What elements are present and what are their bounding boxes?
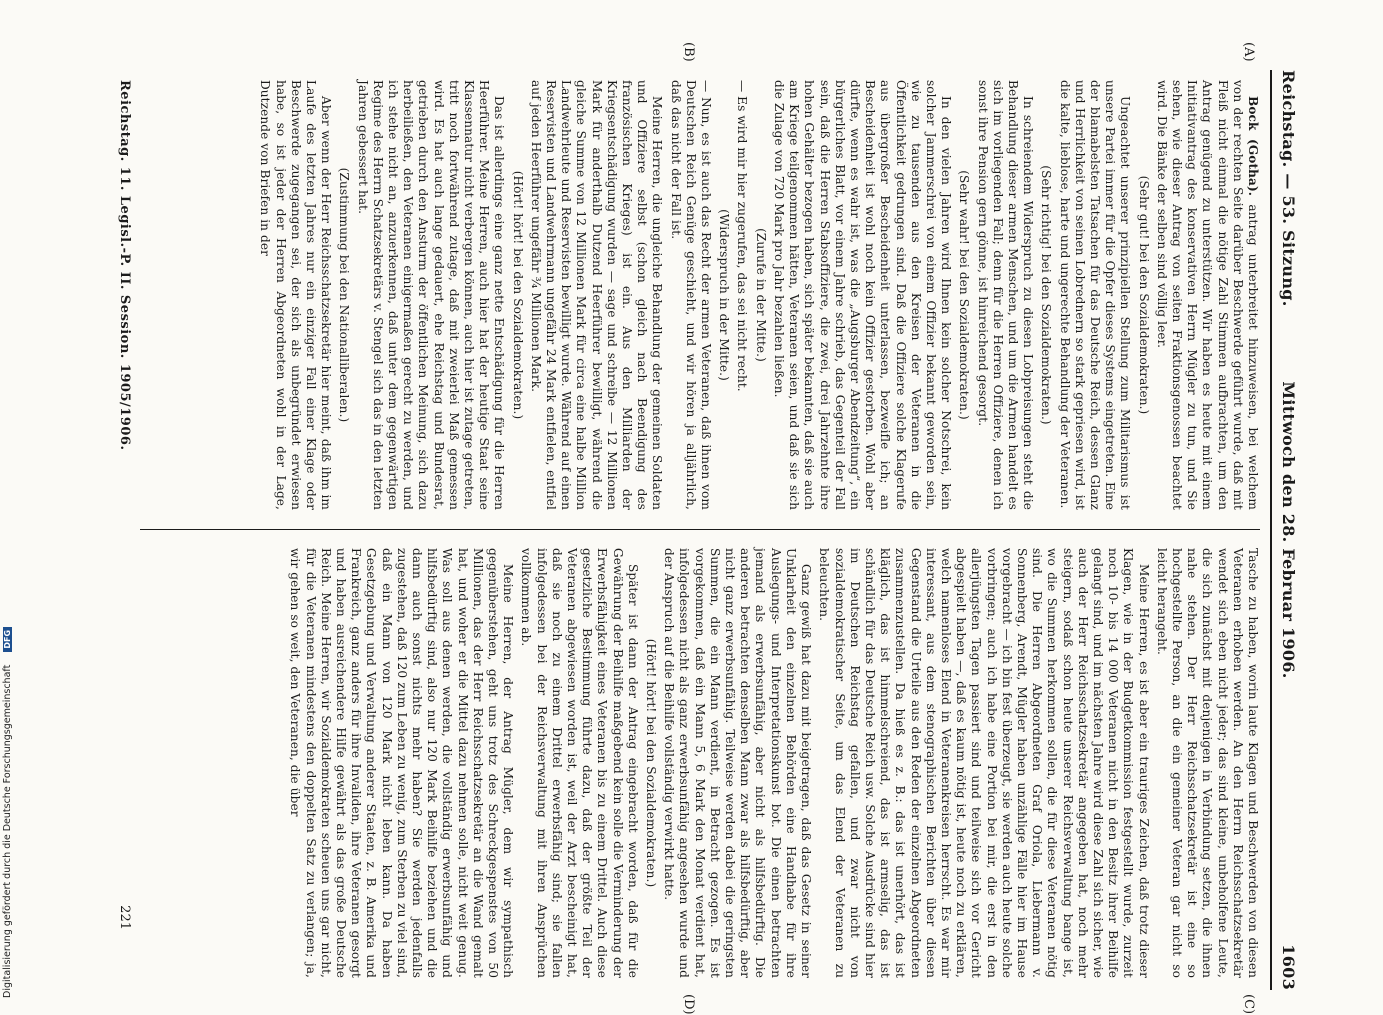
page-footer (108, 70, 132, 990)
paragraph (771, 80, 953, 510)
interjection (1135, 80, 1150, 510)
paragraph-text: Meine Herren, die ungleiche Behandlung der gemeinen Soldaten und Offiziere selbst (schon gleich nach Beendigung des französischen Krieges) ist ein. Aus den Milliarden der Kriegsentschädigung wurden — sage und schreibe — 12 Millionen Mark für anderthalb Dutzend Heerführer bewilligt, während die gleiche Summe von 12 Millionen Mark für circa eine halbe Million Landwehrleute und Reservisten bewilligt wurde. Während auf einen Reservisten und Landwehrmann ungefähr 24 Mark entfielen, entfiel auf jeden Heerführer ungefähr ¾ Millionen Mark. (528, 80, 665, 510)
dfg-logo: DFG (3, 627, 12, 652)
head-center: Mittwoch den 28. Februar 1906. (1279, 381, 1298, 679)
paragraph-text: In den vielen Jahren wird Ihnen kein solcher Notschrei, kein solcher Jammerschrei von einem Offizier bekannt geworden sein, wie zu tausenden aus den Kreisen der Veteranen in die Öffentlichkeit gedrungen sind. Daß die Offiziere solche Klagerufe aus übergroßer Bescheidenheit unterlassen, bezweifle ich; an Bescheidenheit ist wohl noch kein Offizier gestorben. Wohl aber dürfte, wenn es wahr ist, was die „Augsburger Abendzeitung“, ein bürgerliches Blatt, vor einem Jahre schrieb, das Gegenteil der Fall sein, daß die Herren Stabsoffiziere, die zwei, drei Jahrzehnte ihre hohen Gehälter bezogen haben, sich später bekannten, daß sie auch am Kriege teilgenommen hätten, Veteranen seien, und daß sie sich die Zulage von 720 Mark pro Jahr bezahlen ließen. (771, 80, 954, 510)
paragraph (287, 548, 515, 978)
interjection-text: (Sehr richtig! bei den Sozialdemokraten.) (1039, 165, 1054, 425)
paragraph-text: Meine Herren, der Antrag Mügler, dem wir sympathisch gegenüberstehen, geht uns trotz des Schreckgespenstes von 50 Millionen, das der Herr Reichsschatzsekretär an die Wand gemalt hat, und woher er die Mittel dazu nehmen solle, nicht weit genug. Was soll aus denen werden, die vollständig erwerbsunfähig und hilfsbedürftig sind, also nur 120 Mark Beihilfe beziehen und die dann auch sonst nichts mehr haben? Sie werden jedenfalls zugestehen, daß 120 zum Leben zu wenig, zum Sterben zu viel sind, daß ein Mann von 120 Mark nicht leben kann. Da haben Gesetzgebung und Verwaltung anderer Staaten, z. B. Amerika und Frankreich, ganz anders für ihre Invaliden, ihre Veteranen gesorgt und haben ausreichendere Hilfe gewährt als das große Deutsche Reich. Meine Herren, wir Sozialdemokraten scheuen uns gar nicht, für die Veteranen mindestens den doppelten Satz zu verlangen; ja, wir gehen so weit, den Veteranen, die über (288, 548, 516, 978)
interjection (753, 80, 768, 510)
left-column (140, 80, 1260, 510)
paragraph (528, 80, 665, 510)
paragraph-text: Meine Herren, es ist aber ein trauriges Zeichen, daß trotz dieser Klagen, wie in der Budgetkommission festgestellt wurde, zurzeit noch 10- bis 14 000 Veteranen nicht in den Besitz ihrer Beihilfe gelangt sind, und im nächsten Jahre wird diese Zahl sich sicher, wie auch der Herr Reichsschatzsekretär angegeben hat, noch mehr steigern, sodaß schon heute unserer Reichsverwaltung bange ist, wo die Summen herkommen sollen, die für diese Veteranen nötig sind. Die Herren Abgeordneten Graf Oriola, Liebermann v. Sonnenberg, Arendt, Mügler haben unzählige Fälle hier im Hause vorgebracht — ich bin fest überzeugt, sie werden auch heute solche vorbringen; auch ich habe eine Portion bei mir, die erst in den allerjüngsten Tagen passiert sind und teilweise sich vor Gericht abgespielt haben —, daß es kaum nötig ist, heute noch zu erklären, welch namenloses Elend in Veteranenkreisen herrscht. Es war mir interessant, aus dem stenographischen Berichten über diesen Gegenstand die Urteile aus den Reden der einzelnen Abgeordneten zusammenzustellen. Da hieß es z. B.: das ist unerhört, das ist kläglich, das ist himmelschreiend, das ist armselig, das ist schändlich für das Deutsche Reich usw. Solche Ausdrücke sind hier im Deutschen Reichstag gefallen, und zwar nicht von sozialdemokratischer Seite, um das Elend der Veteranen zu beleuchten. (817, 548, 1151, 978)
interjection (643, 548, 658, 978)
footer-sheet-number: 221 (117, 905, 132, 930)
margin-letter-d: (D) (681, 994, 696, 1015)
paragraph (974, 80, 1035, 510)
speaker-name: Bock (Gotha). (1246, 96, 1260, 197)
paragraph-text: Tasche zu haben, worin laute Klagen und Beschwerden von diesen Veteranen erhoben werden. An den Herrn Reichsschatzsekretär wendet sich eben nicht jeder; das sind kleine, unbeholfene Leute, die sich zunächst mit denjenigen in Verbindung setzen, die ihnen nahe stehen. Der Herr Reichsschatzsekretär ist eine so hochgestellte Person, an die ein gemeiner Veteran gar nicht so leicht herangeht. (1154, 548, 1260, 978)
footer-session: Reichstag. 11. Legisl.-P. II. Session. 1905/1906. (117, 80, 132, 451)
paragraph-text: — Nun, es ist auch das Recht der armen Veteranen, daß ihnen vom Deutschen Reich Genüge geschieht, und wir hören ja alljährlich, daß das nicht der Fall ist. (668, 80, 714, 510)
interjection (956, 80, 971, 510)
paragraph (518, 548, 640, 978)
head-rule (1270, 70, 1272, 990)
interjection-text: (Sehr gut! bei den Sozialdemokraten.) (1136, 175, 1151, 415)
interjection-text: (Widerspruch in der Mitte.) (717, 209, 732, 381)
paragraph-text: Ganz gewiß hat dazu mit beigetragen, daß das Gesetz in seiner Unklarheit den einzelnen Behörden eine Handhabe für ihre Auslegungs- und Interpretationskunst bot. Die einen betrachten jemand als erwerbsunfähig, aber nicht als hilfsbedürftig. Die anderen betrachten denselben Mann zwar als hilfsbedürftig, aber nicht ganz erwerbsunfähig. Teilweise werden dabei die geringsten Summen, die ein Mann verdient, in Betracht gezogen. Es ist vorgekommen, daß ein Mann 5, 6 Mark den Monat verdient hat, infolgedessen nicht als ganz erwerbsunfähig angesehen wurde und der Anspruch auf die Beihilfe vollständig verwirkt hatte. (662, 548, 814, 978)
margin-letter-c: (C) (1241, 994, 1256, 1015)
paragraph-text: Später ist dann der Antrag eingebracht worden, daß für die Gewährung der Beihilfe maßgebend kein solle die Verminderung der Erwerbsfähigkeit eines Veteranen bis zu einem Drittel. Auch diese gesetzliche Bestimmung führte dazu, daß der größte Teil der Veteranen abgewiesen worden ist, weil der Arzt bescheinigt hat, daß sie noch zu einem Drittel erwerbsfähig sind; sie fallen infolgedessen bei der Reichsverwaltung mit ihren Ansprüchen vollkommen ab. (519, 548, 640, 978)
interjection-text: (Hört! hört! bei den Sozialdemokraten.) (510, 170, 525, 420)
running-head (1274, 70, 1300, 990)
right-column (140, 548, 1260, 978)
funding-note (2, 0, 13, 998)
interjection (509, 80, 524, 510)
funding-text: Digitalisierung gefördert durch die Deutsche Forschungsgemeinschaft (2, 664, 13, 998)
interjection-text: (Zustimmung bei den Nationalliberalen.) (337, 167, 352, 423)
paragraph-text: Aber wenn der Herr Reichsschatzsekretär hier meint, daß ihm im Laufe des letzten Jahres nur ein einziger Fall einer Klage oder Beschwerde zugegangen sei, der sich als unbegründet erwiesen habe, so ist jeder der Herren Abgeordneten wohl in der Lage, Dutzende von Briefen in der (258, 80, 334, 510)
paragraph-text: antrag unterbreitet hinzuweisen, bei welchem von der rechten Seite darüber Beschwerde geführt wurde, daß mit Fleiß nicht einmal die nötige Zahl Stimmen aufbrachten, um den Antrag genügend zu unterstützen. Wir haben es heute mit einem Initiativantrag des konservativen Herrn Mügler zu tun, und Sie sehen, wie dieser Antrag von seiten Fraktionsgenossen beachtet wird. Die Bänke der selben sind völlig leer. (1154, 80, 1260, 511)
paragraph-text: Das ist allerdings eine ganz nette Entschädigung für die Herren Heerführer. Meine Herren, auch hier hat der heutige Staat seine Klassennatur nicht verbergen können, auch hier ist zutage getreten, tritt noch fortwährend zutage, daß mit zweierlei Maß gemessen wird. Es hat auch lange gedauert, ehe Reichstag und Bundesrat, getrieben durch den Ansturm der öffentlichen Meinung, sich dazu herbeiließen, den Veteranen einigermaßen gerecht zu werden, und ich stehe nicht an, anzuerkennen, daß unter dem gegenwärtigen Regime des Herrn Schatzsekretärs v. Stengel sich das in den letzten Jahren gebessert hat. (355, 80, 507, 510)
interjection (1038, 80, 1053, 510)
interjection (716, 80, 731, 510)
interjection-text: (Sehr wahr! bei den Sozialdemokraten.) (957, 170, 972, 420)
paragraph (661, 548, 813, 978)
head-left: Reichstag. — 53. Sitzung. (1279, 70, 1298, 307)
paragraph (1056, 80, 1132, 510)
paragraph (1154, 548, 1260, 978)
interjection-text: (Hört! hört! bei den Sozialdemokraten.) (644, 638, 659, 888)
paragraph (816, 548, 1150, 978)
interjection (336, 80, 351, 510)
digitization-sidebar (0, 0, 18, 1000)
paragraph (257, 80, 333, 510)
column-rule (140, 529, 1260, 530)
paragraph-text: — Es wird mir hier zugerufen, das sei nicht recht. (735, 80, 750, 392)
margin-letter-a: (A) (1241, 42, 1256, 62)
margin-letter-b: (B) (681, 42, 696, 62)
interjection-text: (Zurufe in der Mitte.) (753, 228, 768, 362)
paragraph-text: In schreiendem Widerspruch zu diesen Lobpreisungen steht die Behandlung dieser armen Menschen, und um die Armen handelt es sich im vorliegenden Fall; denn für die Herren Offiziere, denen ich sonst ihre Pension gern gönne, ist hinreichend gesorgt. (975, 80, 1036, 510)
rotated-page-content (70, 42, 1300, 1015)
paragraph (734, 80, 749, 510)
paragraph (354, 80, 506, 510)
paragraph-text: Ungeachtet unserer prinzipiellen Stellung zum Militarismus ist unsere Partei immer für die Opfer dieses Systems eingetreten. Eine der blamabelsten Tatsachen für das Deutsche Reich, dessen Glanz und Herrlichkeit von seinen Lobrednern so stark gepriesen wird, ist die kalte, lieblose, harte und ungerechte Behandlung der Veteranen. (1057, 80, 1133, 510)
page-number-top: 1603 (1279, 944, 1298, 990)
paragraph (1154, 80, 1260, 510)
paragraph (667, 80, 713, 510)
